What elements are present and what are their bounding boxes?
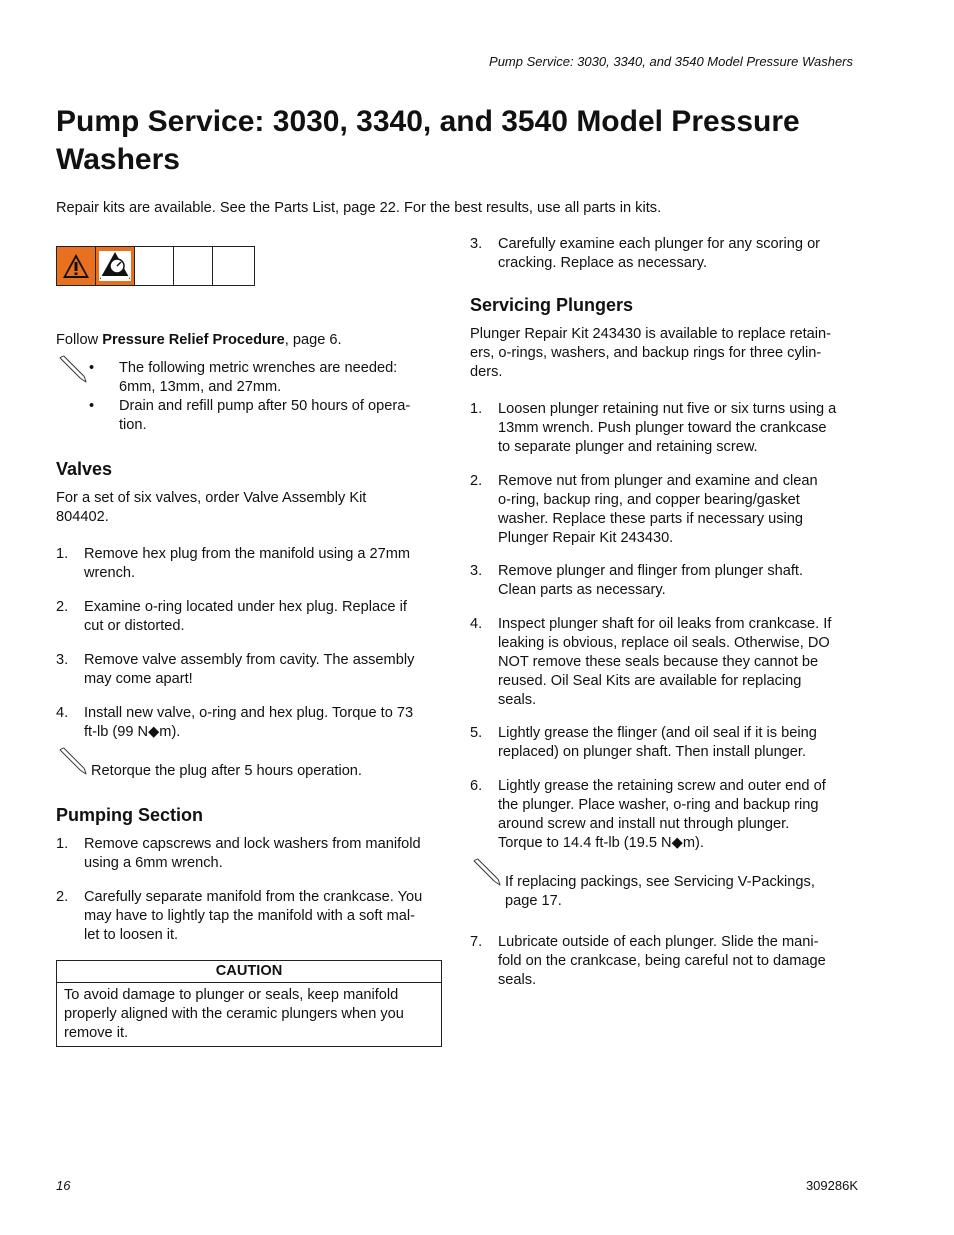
caution-heading: CAUTION [57,961,441,983]
warning-icon [57,247,96,285]
page-title: Pump Service: 3030, 3340, and 3540 Model Pressure Washers [56,105,800,176]
follow-procedure-text: Follow Pressure Relief Procedure, page 6. [56,332,342,348]
pressure-relief-link: Pressure Relief Procedure [102,332,285,348]
running-header: Pump Service: 3030, 3340, and 3540 Model Pressure Washers [489,54,853,69]
note-pencil-icon [472,857,502,887]
empty-icon-cell [174,247,213,285]
section-heading-servicing-plungers: Servicing Plungers [470,295,634,315]
servicing-note: If replacing packings, see Servicing V-Packings, page 17. [505,874,815,909]
valves-note: Retorque the plug after 5 hours operation. [91,763,362,779]
section-heading-pumping: Pumping Section [56,805,204,825]
empty-icon-cell [213,247,252,285]
empty-icon-cell [135,247,174,285]
valves-intro: For a set of six valves, order Valve Assembly Kit 804402. [56,490,367,525]
caution-text: To avoid damage to plunger or seals, keep manifold properly aligned with the ceramic plungers when you remove it. [64,987,404,1041]
section-heading-valves: Valves [56,459,113,479]
page-number: 16 [56,1178,71,1193]
note-pencil-icon [58,746,88,776]
intro-text: Repair kits are available. See the Parts List, page 22. For the best results, use all parts in kits. [56,200,662,216]
caution-box [56,960,442,1047]
hazard-icon-strip [56,246,255,286]
note-pencil-icon [58,354,88,384]
servicing-intro: Plunger Repair Kit 243430 is available to replace retain- ers, o-rings, washers, and backup rings for three cylin- ders. [470,326,832,380]
document-number: 309286K [805,1178,858,1193]
pressure-relief-icon [96,247,135,285]
